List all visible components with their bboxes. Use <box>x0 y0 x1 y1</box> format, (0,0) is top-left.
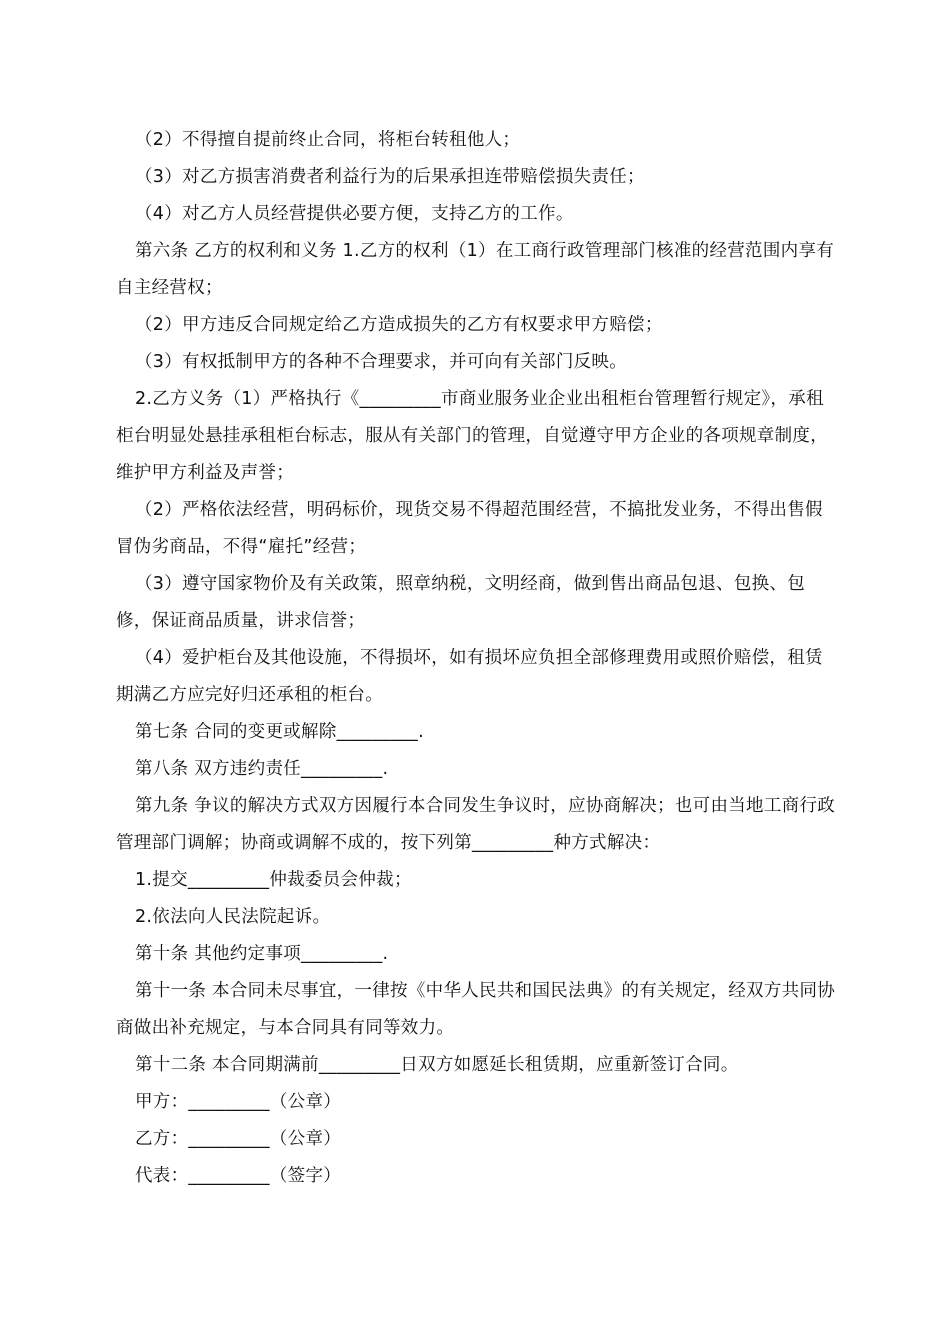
clause-5-item-2: （2）不得擅自提前终止合同，将柜台转租他人； <box>135 130 521 150</box>
clause-6-duties-item-3: （3）遵守国家物价及有关政策，照章纳税，文明经商，做到售出商品包退、包换、包修，保证商品质量，讲求信誉； <box>116 574 806 631</box>
signature-party-a: 甲方：_________（公章） <box>135 1092 342 1112</box>
clause-6-duties-item-2: （2）严格依法经营，明码标价，现货交易不得超范围经营，不搞批发业务，不得出售假冒伪劣商品，不得“雇托”经营； <box>116 500 823 557</box>
clause-6-rights-item-2: （2）甲方违反合同规定给乙方造成损失的乙方有权要求甲方赔偿； <box>135 315 663 335</box>
signature-party-b: 乙方：_________（公章） <box>135 1129 342 1149</box>
clause-6-rights-item-3: （3）有权抵制甲方的各种不合理要求，并可向有关部门反映。 <box>135 352 628 372</box>
clause-8: 第八条 双方违约责任_________. <box>135 759 389 779</box>
clause-6-duties-item-4: （4）爱护柜台及其他设施，不得损坏，如有损坏应负担全部修理费用或照价赔偿，租赁期满乙方应完好归还承租的柜台。 <box>116 648 823 705</box>
clause-5-item-3: （3）对乙方损害消费者利益行为的后果承担连带赔偿损失责任； <box>135 167 645 187</box>
clause-10: 第十条 其他约定事项_________. <box>135 944 389 964</box>
clause-7: 第七条 合同的变更或解除_________. <box>135 722 424 742</box>
clause-6-duties-item-1: 2.乙方义务（1）严格执行《_________市商业服务业企业出租柜台管理暂行规定》，承租柜台明显处悬挂承租柜台标志，服从有关部门的管理，自觉遵守甲方企业的各项规章制度，维护甲方利益及声誉； <box>116 389 828 483</box>
clause-12: 第十二条 本合同期满前_________日双方如愿延长租赁期，应重新签订合同。 <box>135 1055 739 1075</box>
clause-6-heading: 第六条 乙方的权利和义务 1.乙方的权利（1）在工商行政管理部门核准的经营范围内享有自主经营权； <box>116 241 835 298</box>
clause-5-item-4: （4）对乙方人员经营提供必要方便，支持乙方的工作。 <box>135 204 574 224</box>
document-body <box>116 122 838 1195</box>
clause-9-option-1: 1.提交_________仲裁委员会仲裁； <box>135 870 412 890</box>
signature-representative: 代表：_________（签字） <box>135 1166 342 1186</box>
clause-9-option-2: 2.依法向人民法院起诉。 <box>135 907 331 927</box>
clause-11: 第十一条 本合同未尽事宜，一律按《中华人民共和国民法典》的有关规定，经双方共同协商做出补充规定，与本合同具有同等效力。 <box>116 981 836 1038</box>
clause-9: 第九条 争议的解决方式双方因履行本合同发生争议时，应协商解决；也可由当地工商行政管理部门调解；协商或调解不成的，按下列第_________种方式解决： <box>116 796 836 853</box>
